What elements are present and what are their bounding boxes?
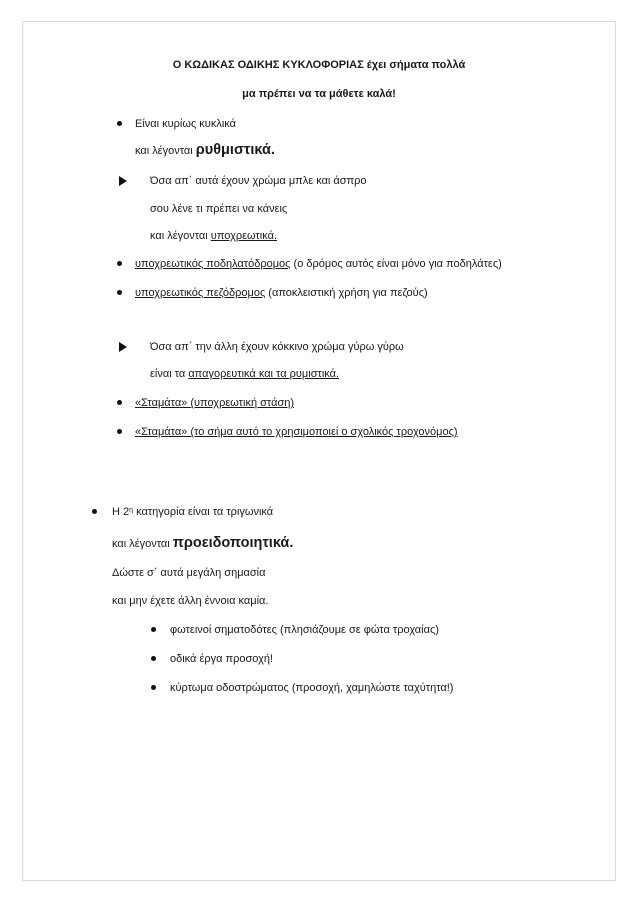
- section2-line-4: και μην έχετε άλλη έννοια καμία.: [112, 595, 269, 607]
- section1-named-prefix: και λέγονται: [135, 145, 196, 157]
- arrow2-prefix: είναι τα: [150, 368, 189, 380]
- section2-bullet-rest: κατηγορία είναι τα τριγωνικά: [133, 506, 274, 518]
- arrow1-named-term: υποχρεωτικά.: [210, 230, 278, 242]
- list-item: οδικά έργα προσοχή!: [170, 653, 274, 665]
- list-item-term: υποχρεωτικός ποδηλατόδρομος: [135, 258, 291, 270]
- section2-named: [112, 536, 293, 551]
- bullet-icon: [117, 121, 122, 126]
- section2-line-3: Δώστε σ΄ αυτά μεγάλη σημασία: [112, 567, 266, 579]
- arrow1-named: [150, 229, 277, 243]
- arrow2-named: [150, 367, 339, 381]
- list-item: φωτεινοί σηματοδότες (πλησιάζουμε σε φώτα τροχαίας): [170, 624, 439, 636]
- bullet-icon: [92, 509, 97, 514]
- arrow1-text: Όσα απ΄ αυτά έχουν χρώμα μπλε και άσπρο: [150, 175, 367, 187]
- section2-bullet-prefix: Η 2: [112, 506, 130, 518]
- list-item: [135, 286, 428, 300]
- bullet-icon: [151, 627, 156, 632]
- bullet-icon: [151, 685, 156, 690]
- document-page: [22, 21, 616, 881]
- bullet-icon: [151, 656, 156, 661]
- section1-named: [135, 143, 275, 158]
- section1-named-term: ρυθμιστικά.: [195, 142, 275, 158]
- arrow-bullet-icon: [119, 342, 127, 352]
- bullet-icon: [117, 400, 122, 405]
- section2-named-prefix: και λέγονται: [112, 538, 173, 550]
- section1-bullet: Είναι κυρίως κυκλικά: [135, 118, 236, 130]
- list-item-note: (ο δρόμος αυτός είναι μόνο για ποδηλάτες): [290, 258, 502, 270]
- list-item: κύρτωμα οδοστρώματος (προσοχή, χαμηλώστε ταχύτητα!): [170, 682, 454, 694]
- list-item: «Σταμάτα» (υποχρεωτική στάση): [135, 397, 295, 409]
- list-item-note: (αποκλειστική χρήση για πεζούς): [265, 287, 428, 299]
- list-item: «Σταμάτα» (το σήμα αυτό το χρησιμοποιεί ο σχολικός τροχονόμος): [135, 426, 458, 438]
- list-item-term: υποχρεωτικός πεζόδρομος: [135, 287, 266, 299]
- title-line-1: Ο ΚΩΔΙΚΑΣ ΟΔΙΚΗΣ ΚΥΚΛΟΦΟΡΙΑΣ έχει σήματα πολλά: [172, 59, 466, 71]
- bullet-icon: [117, 290, 122, 295]
- arrow1-continuation: σου λένε τι πρέπει να κάνεις: [150, 203, 288, 215]
- section2-bullet-sup: η: [129, 507, 134, 514]
- arrow2-term: απαγορευτικά και τα ρυμιστικά.: [188, 368, 340, 380]
- bullet-icon: [117, 429, 122, 434]
- arrow2-text: Όσα απ΄ την άλλη έχουν κόκκινο χρώμα γύρω γύρω: [150, 341, 404, 353]
- bullet-icon: [117, 261, 122, 266]
- section2-bullet: [112, 505, 273, 519]
- section2-named-term: προειδοποιητικά.: [172, 535, 294, 551]
- arrow1-named-prefix: και λέγονται: [150, 230, 211, 242]
- list-item: [135, 257, 502, 271]
- title-line-2: μα πρέπει να τα μάθετε καλά!: [242, 88, 396, 100]
- arrow-bullet-icon: [119, 176, 127, 186]
